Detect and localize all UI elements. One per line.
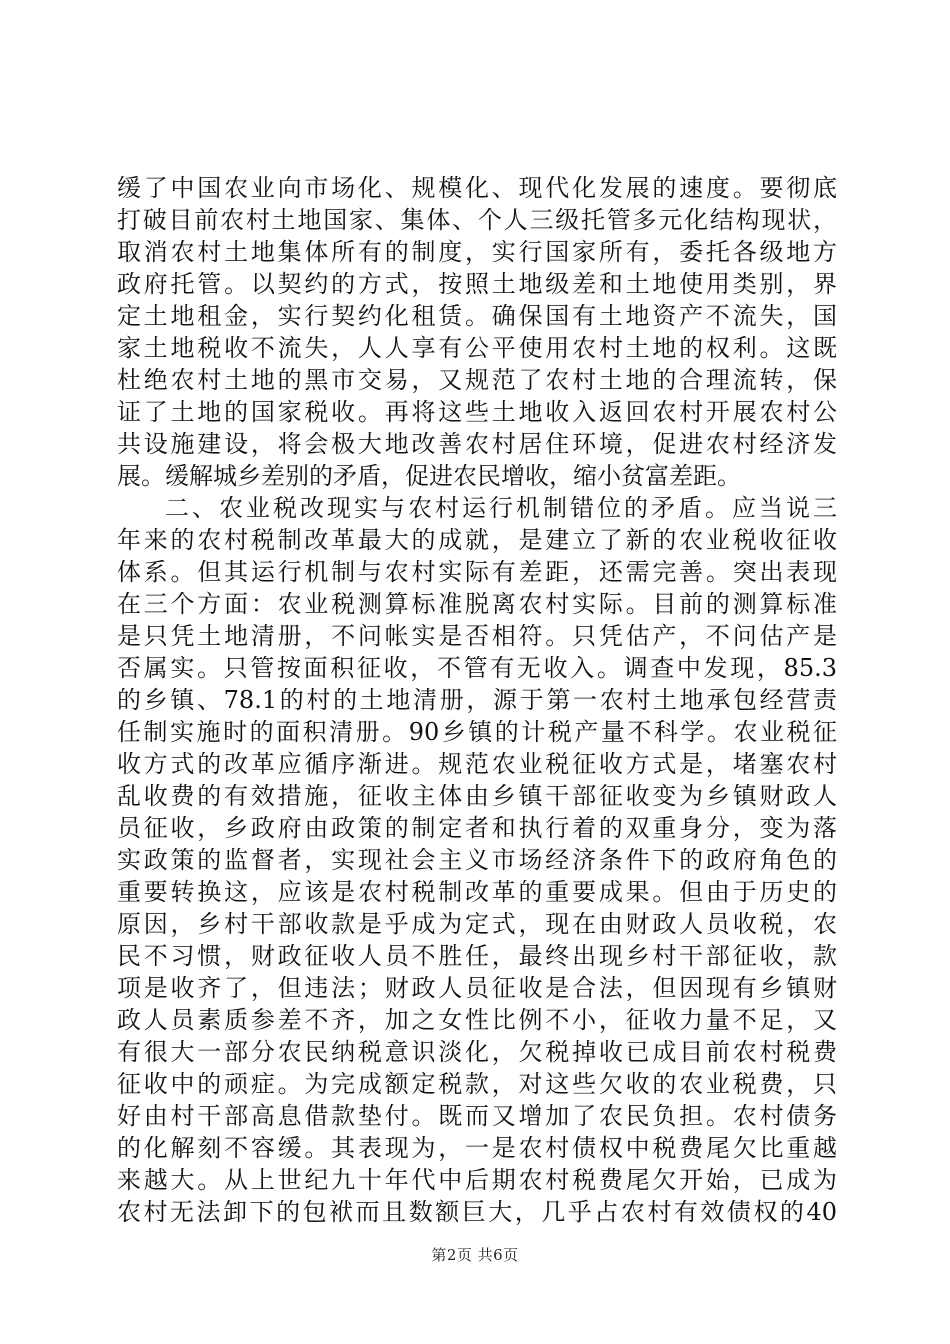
text-line: 是只凭土地清册，不问帐实是否相符。只凭估产，不问估产是 bbox=[117, 622, 837, 650]
text-line: 收方式的改革应循序渐进。规范农业税征收方式是，堵塞农村 bbox=[117, 750, 837, 778]
text-line: 共设施建设，将会极大地改善农村居住环境，促进农村经济发 bbox=[117, 430, 837, 458]
text-line: 项是收齐了，但违法；财政人员征收是合法，但因现有乡镇财 bbox=[117, 974, 837, 1002]
text-line: 展。缓解城乡差别的矛盾，促进农民增收，缩小贫富差距。 bbox=[117, 462, 741, 490]
text-line: 年来的农村税制改革最大的成就，是建立了新的农业税收征收 bbox=[117, 526, 837, 554]
text-line: 民不习惯，财政征收人员不胜任，最终出现乡村干部征收，款 bbox=[117, 942, 837, 970]
text-line: 在三个方面：农业税测算标准脱离农村实际。目前的测算标准 bbox=[117, 590, 837, 618]
document-body bbox=[117, 172, 837, 1228]
text-line: 的乡镇、78.1的村的土地清册，源于第一农村土地承包经营责 bbox=[117, 686, 837, 714]
text-line: 二、农业税改现实与农村运行机制错位的矛盾。应当说三 bbox=[165, 494, 837, 522]
text-line: 政府托管。以契约的方式，按照土地级差和土地使用类别，界 bbox=[117, 270, 837, 298]
text-line: 家土地税收不流失，人人享有公平使用农村土地的权利。这既 bbox=[117, 334, 837, 362]
text-line: 农村无法卸下的包袱而且数额巨大，几乎占农村有效债权的40 bbox=[117, 1198, 837, 1226]
text-line: 任制实施时的面积清册。90乡镇的计税产量不科学。农业税征 bbox=[117, 718, 837, 746]
text-line: 缓了中国农业向市场化、规模化、现代化发展的速度。要彻底 bbox=[117, 174, 837, 202]
text-line: 否属实。只管按面积征收，不管有无收入。调查中发现，85.3 bbox=[117, 654, 837, 682]
text-line: 打破目前农村土地国家、集体、个人三级托管多元化结构现状， bbox=[117, 206, 837, 234]
text-line: 有很大一部分农民纳税意识淡化，欠税掉收已成目前农村税费 bbox=[117, 1038, 837, 1066]
text-line: 原因，乡村干部收款是乎成为定式，现在由财政人员收税，农 bbox=[117, 910, 837, 938]
text-line: 体系。但其运行机制与农村实际有差距，还需完善。突出表现 bbox=[117, 558, 837, 586]
text-line: 取消农村土地集体所有的制度，实行国家所有，委托各级地方 bbox=[117, 238, 837, 266]
text-line: 好由村干部高息借款垫付。既而又增加了农民负担。农村债务 bbox=[117, 1102, 837, 1130]
text-line: 来越大。从上世纪九十年代中后期农村税费尾欠开始，已成为 bbox=[117, 1166, 837, 1194]
text-line: 实政策的监督者，实现社会主义市场经济条件下的政府角色的 bbox=[117, 846, 837, 874]
text-line: 的化解刻不容缓。其表现为，一是农村债权中税费尾欠比重越 bbox=[117, 1134, 837, 1162]
text-line: 杜绝农村土地的黑市交易，又规范了农村土地的合理流转，保 bbox=[117, 366, 837, 394]
text-line: 证了土地的国家税收。再将这些土地收入返回农村开展农村公 bbox=[117, 398, 837, 426]
text-line: 员征收，乡政府由政策的制定者和执行着的双重身分，变为落 bbox=[117, 814, 837, 842]
text-line: 征收中的顽症。为完成额定税款，对这些欠收的农业税费，只 bbox=[117, 1070, 837, 1098]
text-line: 政人员素质参差不齐，加之女性比例不小，征收力量不足，又 bbox=[117, 1006, 837, 1034]
text-line: 乱收费的有效措施，征收主体由乡镇干部征收变为乡镇财政人 bbox=[117, 782, 837, 810]
text-line: 定土地租金，实行契约化租赁。确保国有土地资产不流失，国 bbox=[117, 302, 837, 330]
text-line: 重要转换这，应该是农村税制改革的重要成果。但由于历史的 bbox=[117, 878, 837, 906]
page-number-footer: 第2页 共6页 bbox=[431, 1246, 519, 1264]
